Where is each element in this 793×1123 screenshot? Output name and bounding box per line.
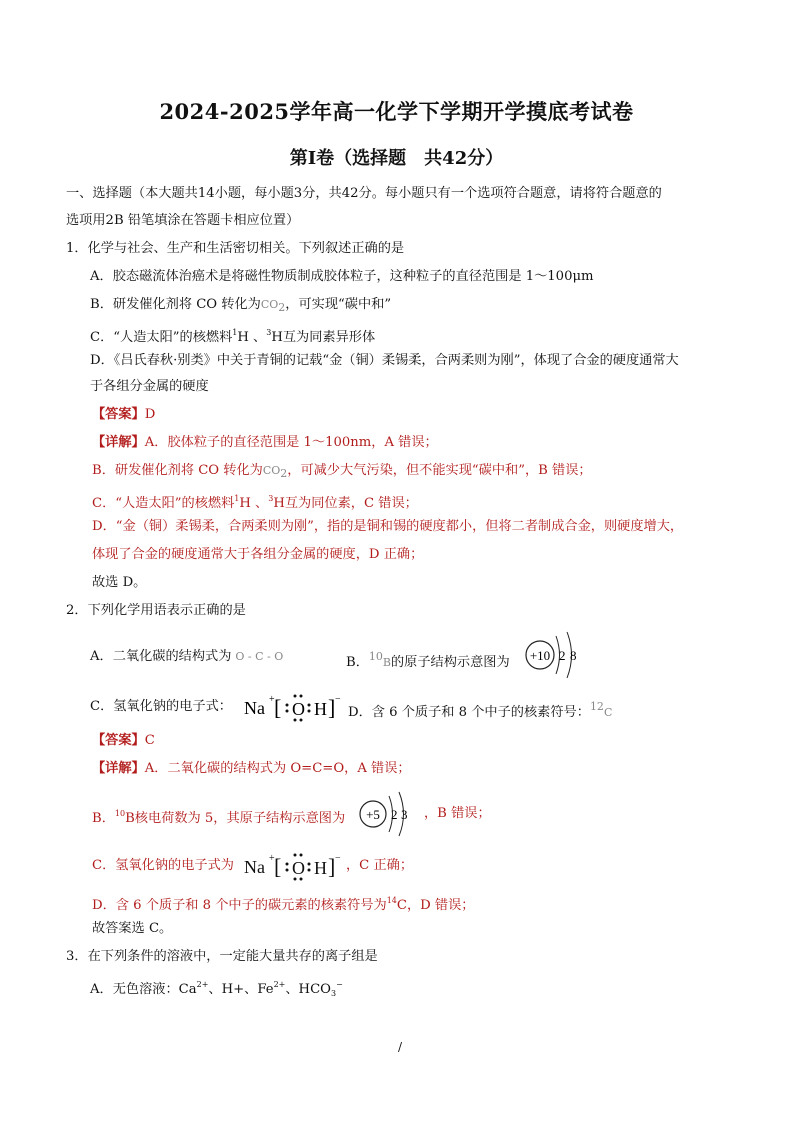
detail-text: A．二氧化碳的结构式为 O=C=O，A 错误； [144,761,411,776]
isotope-superscript: 3 [266,328,272,337]
q1-detail-d-line-2: 体现了合金的硬度通常大于各组分金属的硬度，D 正确； [92,547,424,562]
isotope-superscript: 3 [268,494,274,503]
electron-dot [294,695,297,698]
atomic-structure-diagram [523,630,583,680]
electron-dot [300,719,303,722]
electron-dot [308,863,311,866]
mass-number: 12 [589,700,604,713]
q1-option-c-mid: H 、 [237,330,267,345]
answer-value: D [144,407,156,422]
page-title: 2024-2025学年高一化学下学期开学摸底考试卷 [159,99,634,124]
q1-option-c-text: C．“人造太阳”的核燃料 [90,330,233,345]
q2-option-b [346,648,510,672]
sodium-symbol: Na [244,698,265,718]
q2-option-d-text: D．含 6 个质子和 8 个中子的核素符号： [348,705,590,720]
section-subtitle: 第Ⅰ卷（选择题 共42分） [289,148,504,169]
q1-option-c-tail: H互为同素异形体 [271,330,376,345]
co2-subscript: 2 [278,301,286,314]
bracket-close: ] [328,854,336,879]
detail-text-mid: B核电荷数为 5，其原子结构示意图为 [125,811,346,826]
isotope-superscript: 1 [232,328,238,337]
bracket-open: [ [274,854,282,879]
detail-text-mid: H 、 [239,496,269,511]
electron-dot [294,719,297,722]
electron-dot [286,704,289,707]
electron-dot [308,869,311,872]
shell-electron-count: 2 [559,648,566,663]
q2-detail-d [92,892,474,915]
q3-option-a [90,976,343,1003]
q2-detail-c [92,857,234,875]
electron-dot [300,878,303,881]
detail-text: B．研发催化剂将 CO 转化为 [92,463,263,478]
hydrogen-symbol: H [314,858,327,878]
element-symbol: B [382,656,391,669]
ion-charge: 2+ [273,980,286,989]
mass-number: 10 [368,650,383,663]
bracket-close: ] [328,695,336,720]
q3-stem: 3．在下列条件的溶液中，一定能大量共存的离子组是 [66,949,378,964]
mass-number: 10 [114,809,126,818]
q1-answer [92,406,155,424]
ion-charge: − [336,980,343,989]
detail-text: A．胶体粒子的直径范围是 1～100nm，A 错误； [144,435,438,450]
nucleus-charge: +5 [366,807,380,822]
q1-detail-d-line-1: D．“金（铜）柔锡柔，合两柔则为刚”，指的是铜和锡的硬度都小，但将二者制成合金，则硬度增大， [92,519,684,534]
detail-text: C．氢氧化钠的电子式为 [92,858,234,873]
boron-structure-diagram [358,790,418,840]
q1-option-b-tail: ，可实现“碳中和” [285,297,392,312]
electron-dot [286,863,289,866]
charge-minus: − [335,694,341,705]
shell-electron-count: 3 [401,807,408,822]
q2-detail-a [92,760,411,778]
q2-option-a [90,648,283,666]
element-symbol: C [396,898,407,913]
section-intro-line-1: 一、选择题（本大题共14小题，每小题3分，共42分。每小题只有一个选项符合题意，请将符合题意的 [66,186,662,201]
shell-electron-count: 8 [570,648,577,663]
q1-detail-c [92,490,418,513]
element-symbol: C [603,706,613,719]
charge-minus: − [335,853,341,864]
q1-detail-a [92,434,438,452]
oxygen-symbol: O [292,858,305,878]
q1-detail-b [92,462,592,483]
answer-value: C [144,733,155,748]
detail-label: 【详解】 [92,435,145,450]
electron-dot [286,869,289,872]
detail-text-tail: ，D 错误； [406,898,475,913]
detail-text-tail: H互为同位素，C 错误； [273,496,418,511]
q2-stem: 2．下列化学用语表示正确的是 [66,603,246,618]
q1-option-d-line-1: D．《吕氏春秋·别类》中关于青铜的记载“金（铜）柔锡柔，合两柔则为刚”，体现了合金的硬度通常大 [90,353,679,368]
electron-dot [308,710,311,713]
q3-option-a-mid: 、H+、Fe [208,982,274,997]
hydrogen-symbol: H [314,699,327,719]
answer-label: 【答案】 [92,407,145,422]
detail-text-tail: ，可减少大气污染，但不能实现“碳中和”，B 错误； [287,463,592,478]
section-intro-line-2: 选项用2B 铅笔填涂在答题卡相应位置） [66,213,300,228]
q2-option-d [348,698,612,722]
co2-structure-formula: O - C - O [235,650,284,663]
q2-option-b-tail: 的原子结构示意图为 [390,655,510,670]
detail-label: 【详解】 [92,761,145,776]
q2-option-b-text: B． [346,655,369,670]
electron-dot [294,878,297,881]
detail-text: B． [92,811,115,826]
electron-formula-diagram [244,688,344,724]
q1-option-c [90,324,375,347]
electron-formula-diagram [244,847,344,883]
detail-text: C．“人造太阳”的核燃料 [92,496,235,511]
q1-option-a: A．胶态磁流体治癌术是将磁性物质制成胶体粒子，这种粒子的直径范围是 1～100μm [90,269,594,284]
q2-answer [92,732,155,750]
shell-electron-count: 2 [391,807,398,822]
q2-conclusion: 故答案选 C。 [92,921,173,936]
q2-detail-c-tail: ，C 正确； [346,858,414,873]
q1-option-d-line-2: 于各组分金属的硬度 [90,379,209,394]
q1-stem: 1．化学与社会、生产和生活密切相关。下列叙述正确的是 [66,241,405,256]
q2-option-c [90,698,232,716]
q3-option-a-text: A．无色溶液：Ca [90,982,197,997]
mass-number: 14 [386,896,397,905]
electron-dot [300,854,303,857]
ion-charge: 2+ [196,980,209,989]
q2-option-a-text: A．二氧化碳的结构式为 [90,649,232,664]
charge-plus: + [269,694,275,705]
nucleus-charge: +10 [529,648,551,663]
sodium-symbol: Na [244,857,265,877]
q2-detail-b [92,805,345,828]
electron-dot [300,695,303,698]
charge-plus: + [269,853,275,864]
co2-formula: CO [262,464,281,477]
electron-dot [294,854,297,857]
q3-option-a-mid: 、HCO [285,982,331,997]
page-number-mark: / [398,1040,403,1054]
bracket-open: [ [274,695,282,720]
electron-dot [286,710,289,713]
ion-subscript: 3 [330,989,337,998]
q1-conclusion: 故选 D。 [92,575,147,590]
detail-text: D．含 6 个质子和 8 个中子的碳元素的核素符号为 [92,898,387,913]
oxygen-symbol: O [292,699,305,719]
q1-option-b [90,296,391,317]
q2-option-c-text: C．氢氧化钠的电子式： [90,699,232,714]
co2-formula: CO [260,298,279,311]
answer-label: 【答案】 [92,733,145,748]
q1-option-b-text: B．研发催化剂将 CO 转化为 [90,297,261,312]
isotope-superscript: 1 [234,494,240,503]
q2-detail-b-tail: ，B 错误； [424,806,491,821]
electron-dot [308,704,311,707]
co2-subscript: 2 [280,467,288,480]
